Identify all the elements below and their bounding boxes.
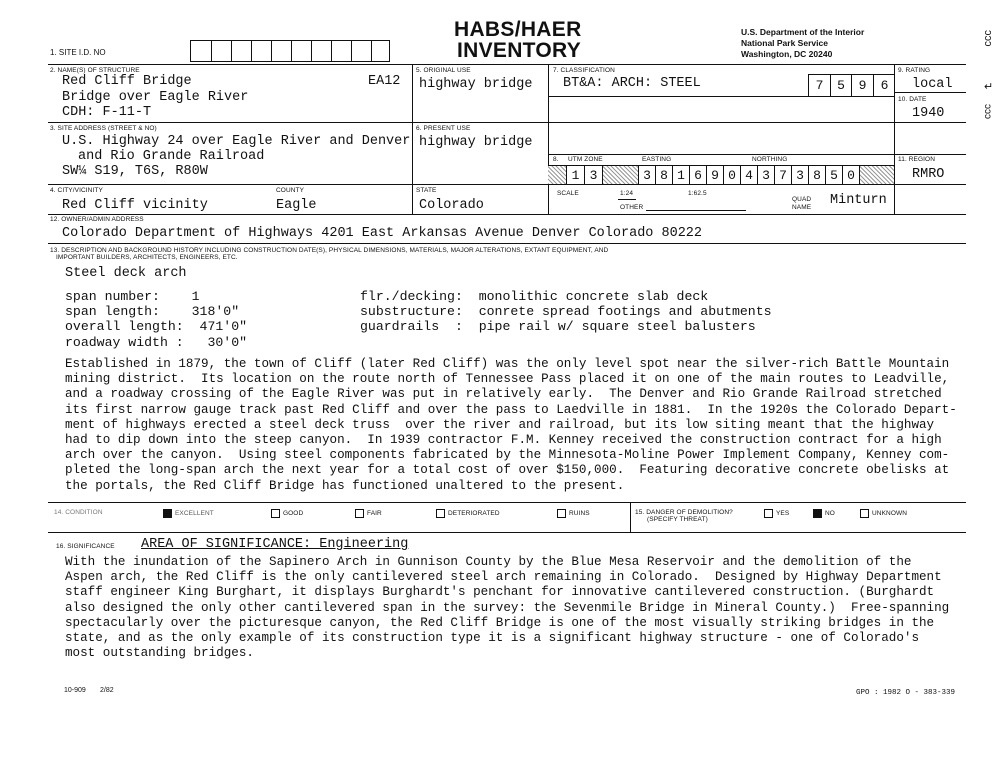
vrule-mid-col <box>548 64 549 214</box>
original-use-label: 5. ORIGINAL USE <box>416 67 471 74</box>
original-use-value: highway bridge <box>419 77 533 92</box>
present-use-value: highway bridge <box>419 135 533 150</box>
classification-value: BT&A: ARCH: STEEL <box>563 76 701 91</box>
structure-code: EA12 <box>368 74 401 89</box>
rule-utm <box>548 154 966 155</box>
site-address-line-3: SW¼ S19, T6S, R80W <box>62 164 208 179</box>
site-address-label: 3. SITE ADDRESS (STREET & NO) <box>50 125 157 132</box>
agency-line-2: National Park Service <box>741 38 828 48</box>
significance-label: 16. SIGNIFICANCE <box>56 543 115 550</box>
quad-label-2: NAME <box>792 204 812 211</box>
scale-option-1[interactable]: 1:24 <box>620 190 634 197</box>
danger-no-label: NO <box>825 510 835 517</box>
utm-zone-2: 3 <box>584 166 602 184</box>
scale-option-2[interactable]: 1:62.5 <box>688 190 707 197</box>
region-label: 11. REGION <box>898 156 936 163</box>
condition-fair-checkbox[interactable] <box>355 509 364 518</box>
state-value: Colorado <box>419 198 484 213</box>
danger-unknown-checkbox[interactable] <box>860 509 869 518</box>
vrule-condition <box>630 502 631 532</box>
owner-label: 12. OWNER/ADMIN ADDRESS <box>50 216 144 223</box>
condition-excellent-checkbox[interactable] <box>163 509 172 518</box>
specs-right: flr./decking: monolithic concrete slab deck substructure: conrete spread footings and abutments guardrails : pipe rail w/ square steel balusters <box>360 289 772 335</box>
utm-shade-3 <box>859 166 894 184</box>
rule-row2 <box>48 122 966 123</box>
utm-shade-2 <box>602 166 638 184</box>
utm-zone-1: 1 <box>566 166 584 184</box>
site-id-boxes[interactable] <box>190 40 390 62</box>
utm-north-2: 3 <box>757 166 774 184</box>
site-address-line-2: and Rio Grande Railroad <box>78 149 265 164</box>
margin-mark-3: ɔɔɔ <box>982 104 993 119</box>
utm-northing-label: NORTHING <box>752 156 788 163</box>
form-title-1: HABS/HAER <box>454 18 582 41</box>
agency-line-3: Washington, DC 20240 <box>741 49 833 59</box>
form-number: 10-909 <box>64 687 86 694</box>
scale-other-label: OTHER <box>620 204 644 211</box>
rating-value: local <box>912 77 953 92</box>
condition-fair-label: FAIR <box>367 510 382 517</box>
rule-condition-bottom <box>48 532 966 533</box>
structure-type: Steel deck arch <box>65 266 187 281</box>
utm-east-1: 3 <box>638 166 655 184</box>
site-address-line-1: U.S. Highway 24 over Eagle River and Denver <box>62 134 411 149</box>
structure-name-line-3: CDH: F-11-T <box>62 105 152 120</box>
utm-boxes[interactable] <box>548 165 894 184</box>
condition-ruins-label: RUINS <box>569 510 590 517</box>
present-use-label: 6. PRESENT USE <box>416 125 471 132</box>
utm-east-4: 6 <box>689 166 706 184</box>
utm-north-1: 4 <box>740 166 757 184</box>
utm-north-7: 0 <box>842 166 859 184</box>
utm-north-4: 3 <box>791 166 808 184</box>
description-label-1: 13. DESCRIPTION AND BACKGROUND HISTORY INCLUDING CONSTRUCTION DATE(S), PHYSICAL DIMENSIONS, MATERIALS, MAJOR ALTERATIONS, EXTANT EQUIPMENT, AND <box>50 247 609 254</box>
utm-east-2: 8 <box>655 166 672 184</box>
rule-top <box>48 64 966 65</box>
class-digit-2: 5 <box>830 74 851 96</box>
history-text: Established in 1879, the town of Cliff (later Red Cliff) was the only level spot near the silver-rich Battle Mountain mining district. Its location on the route north of Tennessee Pass placed it on one of the main routes to Leadville, and a roadway crossing of the Eagle River was put in relatively early. The Denver and Rio Grande Railroad stretched its first narrow gauge track past Red Cliff and over the pass to Laedville in 1881. In the 1920s the Colorado Depart- ment of highways erected a steel deck truss over the river and railroad, but its low siting meant that the highway had to dip down into the steep canyon. In 1939 contractor F.M. Kenney received the construction contract for a high arch over the canyon. Using steel components fabricated by the Minnesota-Moline Power Implement Company, Kenney com- pleted the long-span arch the next year for a total cost of over $150,000. Featuring decorative concrete obelisks at the portals, the Red Cliff Bridge has functioned unaltered to the present. <box>65 357 957 493</box>
city-value: Red Cliff vicinity <box>62 198 208 213</box>
class-digits-top <box>808 74 894 75</box>
classification-label: 7. CLASSIFICATION <box>553 67 615 74</box>
site-id-label: 1. SITE I.D. NO <box>50 48 106 57</box>
scale-underline-1 <box>618 199 636 200</box>
utm-zone-label: UTM ZONE <box>568 156 603 163</box>
utm-shade-1 <box>548 166 566 184</box>
structure-name-label: 2. NAME(S) OF STRUCTURE <box>50 67 140 74</box>
county-label: COUNTY <box>276 187 305 194</box>
scale-other-line <box>646 210 746 211</box>
utm-easting-label: EASTING <box>642 156 672 163</box>
utm-north-6: 5 <box>825 166 842 184</box>
specs-left: span number: 1 span length: 318'0" overall length: 471'0" roadway width : 30'0" <box>65 289 248 350</box>
owner-value: Colorado Department of Highways 4201 East Arkansas Avenue Denver Colorado 80222 <box>62 226 703 241</box>
rule-class-mid <box>548 96 894 97</box>
margin-mark-2: ↵ <box>984 81 994 93</box>
agency-line-1: U.S. Department of the Interior <box>741 27 865 37</box>
date-label: 10. DATE <box>898 96 927 103</box>
significance-text: With the inundation of the Sapinero Arch in Gunnison County by the Blue Mesa Reservoir and the demolition of the Aspen arch, the Red Cliff is the only cantilevered steel arch remaining in Colorado. Designed by Highway Department staff engineer King Burghart, it displays Burghardt's penchant for innovative cantilevered construction. (Burghardt also designed the only other cantilevered span in the survey: the Sevenmile Bridge in Mineral County.) Free-spanning spectacularly over the picturesque canyon, the Red Cliff Bridge is one of the most visually striking bridges in the state, and as the only example of its construction type it is a significant highway structure - one of Colorado's most outstanding bridges. <box>65 555 950 661</box>
state-label: STATE <box>416 187 437 194</box>
condition-ruins-checkbox[interactable] <box>557 509 566 518</box>
significance-heading: AREA OF SIGNIFICANCE: Engineering <box>141 537 409 552</box>
rule-row5 <box>48 214 966 215</box>
structure-name-line-2: Bridge over Eagle River <box>62 90 249 105</box>
vrule-left-col <box>412 64 413 214</box>
condition-deteriorated-label: DETERIORATED <box>448 510 500 517</box>
form-title-2: INVENTORY <box>457 39 582 62</box>
danger-label-1: 15. DANGER OF DEMOLITION? <box>635 509 733 516</box>
condition-label: 14. CONDITION <box>54 509 103 516</box>
scale-label: SCALE <box>557 190 579 197</box>
rule-row4 <box>48 184 966 185</box>
description-label-2: IMPORTANT BUILDERS, ARCHITECTS, ENGINEERS, ETC. <box>56 254 238 261</box>
danger-no-checkbox[interactable] <box>813 509 822 518</box>
rule-rating-date <box>894 92 966 93</box>
danger-label-2: (SPECIFY THREAT) <box>647 516 708 523</box>
quad-label-1: QUAD <box>792 196 812 203</box>
utm-east-3: 1 <box>672 166 689 184</box>
class-digit-4: 6 <box>873 74 895 96</box>
quad-value: Minturn <box>830 193 887 208</box>
utm-east-5: 9 <box>706 166 723 184</box>
region-value: RMRO <box>912 167 945 182</box>
classification-digits[interactable] <box>808 74 894 96</box>
rating-label: 9. RATING <box>898 67 931 74</box>
county-value: Eagle <box>276 198 317 213</box>
condition-good-label: GOOD <box>283 510 304 517</box>
date-value: 1940 <box>912 106 945 121</box>
condition-good-checkbox[interactable] <box>271 509 280 518</box>
danger-yes-label: YES <box>776 510 790 517</box>
utm-north-3: 7 <box>774 166 791 184</box>
rule-row6 <box>48 243 966 244</box>
form-date: 2/82 <box>100 687 114 694</box>
class-digit-1: 7 <box>815 77 824 93</box>
utm-east-6: 0 <box>723 166 740 184</box>
gpo-code: GPO : 1982 O - 383-339 <box>856 689 956 697</box>
city-label: 4. CITY/VICINITY <box>50 187 103 194</box>
margin-mark-1: ɔɔɔ <box>982 30 994 47</box>
rule-condition-top <box>48 502 966 503</box>
utm-north-5: 8 <box>808 166 825 184</box>
class-digit-3: 9 <box>851 74 873 96</box>
danger-unknown-label: UNKNOWN <box>872 510 908 517</box>
structure-name-line-1: Red Cliff Bridge <box>62 74 192 89</box>
condition-excellent-label: EXCELLENT <box>175 510 214 517</box>
danger-yes-checkbox[interactable] <box>764 509 773 518</box>
utm-label-num: 8. <box>553 156 559 163</box>
condition-deteriorated-checkbox[interactable] <box>436 509 445 518</box>
